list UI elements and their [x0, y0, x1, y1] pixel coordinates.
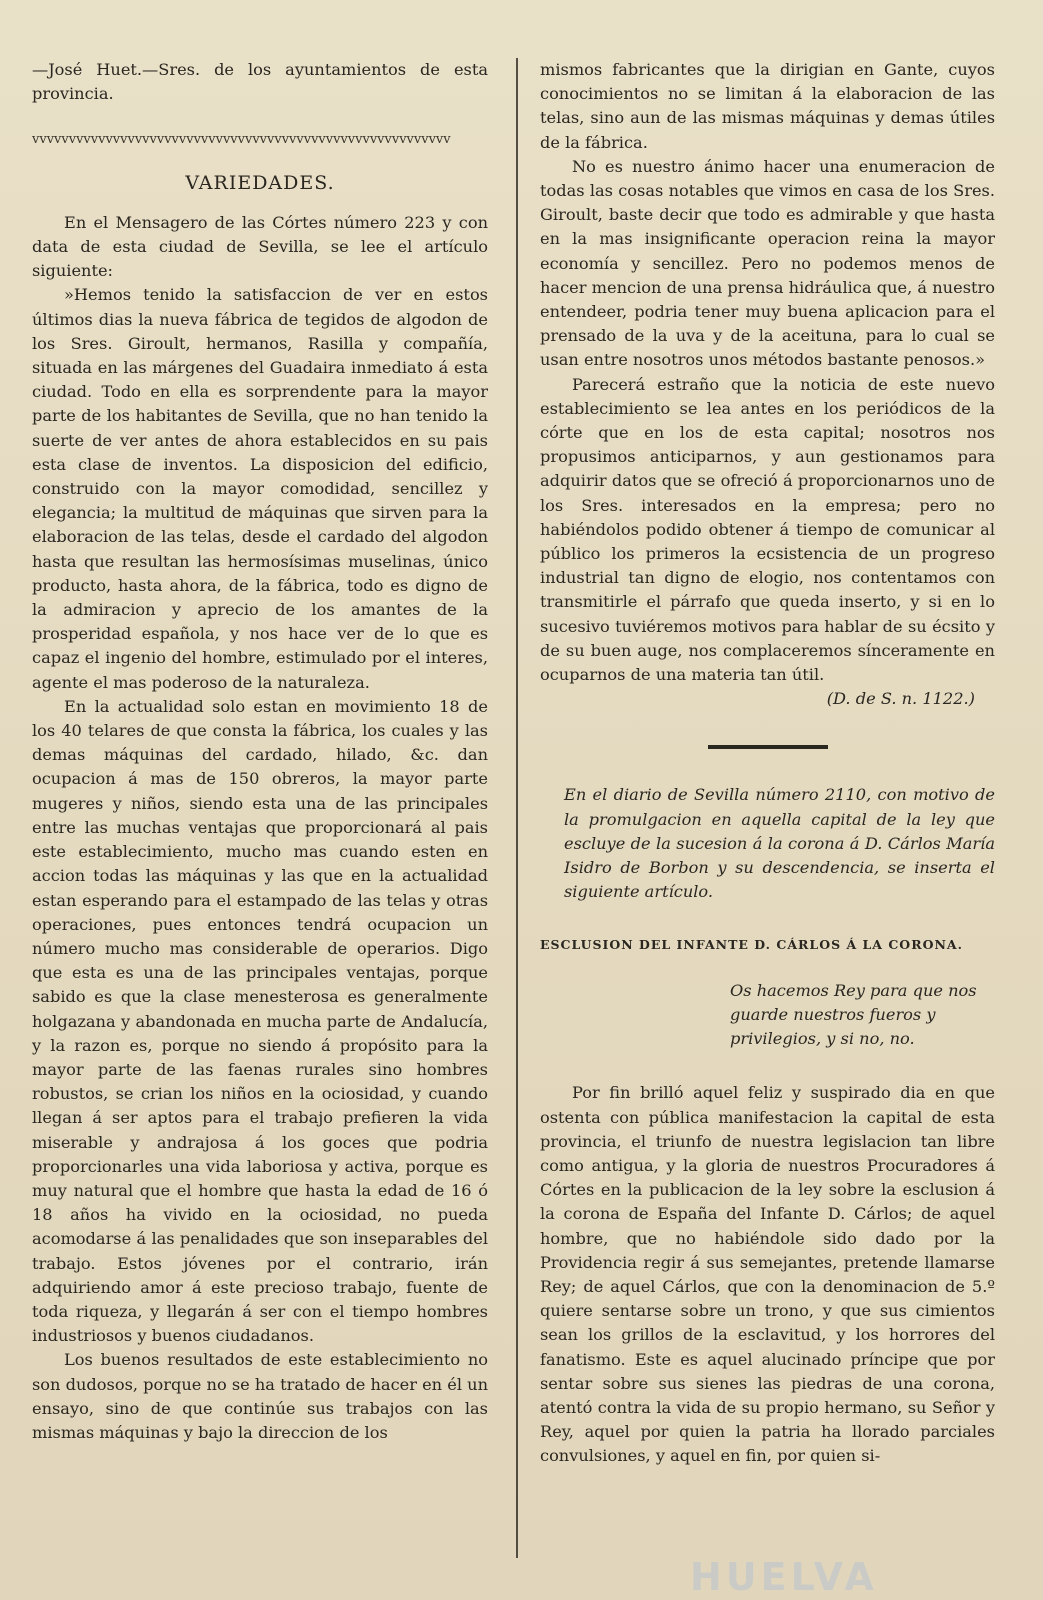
paragraph: »Hemos tenido la satisfaccion de ver en estos últimos dias la nueva fábrica de tegidos de algodon de los Sres. Giroult, hermanos, Rasilla y compañía, situada en las márgenes del Guadaira inmediato á esta ciudad. Todo en ella es sorprendente para la mayor parte de los habitantes de Sevilla, que no han tenido la suerte de ver antes de ahora establecidos en su pais esta clase de inventos. La disposicion del edificio, construido con la mayor comodidad, sencillez y elegancia; la multitud de máquinas que sirven para la elaboracion de las telas, desde el cardado del algodon hasta que resultan las hermosísimas muselinas, único producto, hasta ahora, de la fábrica, todo es digno de la admiracion y aprecio de los amantes de la prosperidad española, y nos hace ver de lo que es capaz el ingenio del hombre, estimulado por el interes, agente el mas poderoso de la naturaleza. — [32, 285, 488, 692]
signature-line — [540, 687, 995, 711]
article-subhead: ESCLUSION DEL INFANTE D. CÁRLOS Á LA CORONA. — [540, 936, 963, 952]
section-title: VARIEDADES. — [185, 171, 335, 194]
paragraph: Los buenos resultados de este establecimiento no son dudosos, porque no se ha tratado de hacer en él un ensayo, sino de que continúe sus trabajos con las mismas máquinas y bajo la direccion de los — [32, 1350, 489, 1442]
paragraph: En el Mensagero de las Córtes número 223 y con data de esta ciudad de Sevilla, se lee el artículo siguiente: — [32, 212, 488, 281]
source-signature: (D. de S. n. 1122.) — [826, 689, 975, 709]
right-column — [540, 58, 995, 1469]
top-line: —José Huet.—Sres. de los ayuntamientos de esta provincia. — [32, 60, 488, 104]
paragraph: En la actualidad solo estan en movimiento 18 de los 40 telares de que consta la fábrica, los cuales y las demas máquinas del cardado, hilado, &c. dan ocupacion á mas de 150 obreros, la mayor parte mugeres y niños, siendo esta una de las principales entre las muchas ventajas que proporcionará al pais este establecimiento, mucho mas cuando esten en accion todas las máquinas y las que en la actualidad estan esperando para el estampado de las telas y otras operaciones, pues entonces tendrá ocupacion un número mucho mas considerable de operarios. Digo que esta es una de las principales ventajas, porque sabido es que la clase menesterosa es generalmente holgazana y abandonada en mucha parte de Andalucía, y la razon es, porque no siendo á propósito para la mayor parte de las faenas rurales sino hombres robustos, se crian los niños en la ociosidad, y cuando llegan á ser aptos para el trabajo prefieren la vida miserable y andrajosa á los goces que podria proporcionarles una vida laboriosa y activa, porque es muy natural que el hombre que hasta la edad de 16 ó 18 años ha vivido en la ociosidad, no pueda acomodarse á las penalidades que son inseparables del trabajo. Estos jóvenes por el contrario, irán adquiriendo amor á este precioso trabajo, fuente de toda riqueza, y llegarán á ser con el tiempo hombres industriosos y buenos ciudadanos. — [32, 696, 488, 1346]
intro-note: En el diario de Sevilla número 2110, con motivo de la promulgacion en aquella capital de la ley que escluye de la sucesion á la corona á D. Cárlos María Isidro de Borbon y su descendencia, se inserta el siguiente artículo. — [564, 785, 995, 902]
column-divider — [516, 58, 518, 1558]
paragraph: Por fin brilló aquel feliz y suspirado dia en que ostenta con pública manifestacion la capital de esta provincia, el triunfo de nuestra legislacion tan libre como antigua, y la gloria de nuestros Procuradores á Córtes en la publicacion de la ley sobre la esclusion á la corona de España del Infante D. Cárlos; de aquel hombre, que no habiéndole sido dado por la Providencia regir á sus semejantes, pretende llamarse Rey; de aquel Cárlos, que con la denominacion de 5.º quiere sentarse sobre un trono, y que sus cimientos sean los grillos de la esclavitud, y los horrores del fanatismo. Este es aquel alucinado príncipe que por sentar sobre sus sienes las piedras de una corona, atentó contra la vida de su propio hermano, su Señor y Rey, aquel por quien la patria ha llorado parciales convulsiones, y aquel en fin, por quien si- — [540, 1083, 995, 1466]
left-column — [32, 58, 488, 1445]
ornamental-divider: vvvvvvvvvvvvvvvvvvvvvvvvvvvvvvvvvvvvvvvvvvvvvvvvvvvvvvvvv — [32, 132, 451, 148]
paragraph: No es nuestro ánimo hacer una enumeracion de todas las cosas notables que vimos en casa de los Sres. Giroult, baste decir que todo es admirable y que hasta en la mas insignificante operacion reina la mayor economía y sencillez. Pero no podemos menos de hacer mencion de una prensa hidráulica que, á nuestro entendeer, podria tener muy buena aplicacion para el prensado de la uva y de la aceituna, para lo cual se usan entre nosotros unos métodos bastante penosos.» — [540, 156, 995, 370]
epigraph: Os hacemos Rey para que nos guarde nuestros fueros y privilegios, y si no, no. — [730, 980, 977, 1049]
watermark: HUELVA — [690, 1555, 878, 1599]
paragraph: mismos fabricantes que la dirigian en Gante, cuyos conocimientos no se limitan á la elaboracion de las telas, sino aun de las mismas máquinas y demas útiles de la fábrica. — [540, 60, 995, 152]
paragraph: Parecerá estraño que la noticia de este nuevo establecimiento se lea antes en los periódicos de la córte que en los de esta capital; nosotros nos propusimos anticiparnos, y aun gestionamos para adquirir datos que se ofreció á proporcionarnos uno de los Sres. interesados en la empresa; pero no habiéndolos podido obtener á tiempo de comunicar al público los primeros la ecsistencia de un progreso industrial tan digno de elogio, nos contentamos con transmitirle el párrafo que queda inserto, y si en lo sucesivo tuviéremos motivos para hablar de su écsito y de su buen auge, nos complaceremos sínceramente en ocuparnos de una materia tan útil. — [540, 374, 995, 685]
section-rule — [708, 745, 828, 749]
